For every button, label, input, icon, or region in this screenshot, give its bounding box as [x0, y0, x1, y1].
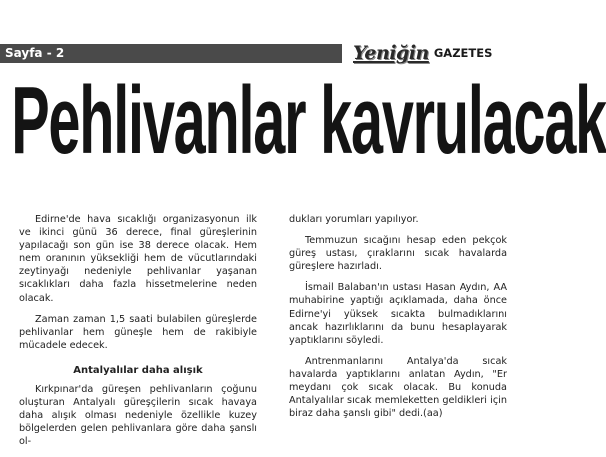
paragraph: Kırkpınar'da güreşen pehlivanların çoğunu oluşturan Antalyalı güreşçilerin sıcak havaya daha alışık olması nedeniyle özellikle kuzey bölgelerden gelen pehlivanlara göre daha şanslı ol- [19, 384, 257, 448]
headline [0, 66, 606, 186]
page-label: Sayfa - 2 [5, 46, 65, 60]
paragraph: İsmail Balaban'ın ustası Hasan Aydın, AA muhabirine yaptığı açıklamada, daha önce Edirne'yi yüksek sıcakta bulmadıklarını ancak hazırlıklarını da bunu hesaplayarak yaptıklarını söyledi. [289, 282, 507, 346]
brand-logo: Yeniğin [353, 42, 429, 64]
paragraph: Temmuzun sıcağını hesap eden pekçok güreş ustası, çıraklarını sıcak havalarda güreşlere hazırladı. [289, 235, 507, 273]
article-column-right [289, 213, 507, 428]
page-number-badge [0, 44, 342, 63]
paragraph: Zaman zaman 1,5 saati bulabilen güreşlerde pehlivanlar hem güneşle hem de rakibiyle mücadele edecek. [19, 313, 257, 351]
brand-name: GAZETES [433, 46, 493, 60]
subheading: Antalyalılar daha alışık [73, 364, 203, 376]
article-column-left [19, 213, 257, 457]
newspaper-brand [353, 40, 516, 66]
paragraph: dukları yorumları yapılıyor. [289, 214, 419, 225]
paragraph: Antrenmanlarını Antalya'da sıcak havalarda yaptıklarını anlatan Aydın, "Er meydanı çok sıcak olacak. Bu konuda Antalyalılar sıcak memleketten geldikleri için biraz daha şanslı gibi" dedi.(aa) [289, 355, 507, 420]
paragraph: Edirne'de hava sıcaklığı organizasyonun ilk ve ikinci günü 36 derece, final güreşlerinin yapılacağı son gün ise 38 derece olacak. Hem nem oranının yüksekliği hem de vücutlarındaki zeytinyağı nedeniyle pehlivanlar yaşanan sıcaklıkları daha fazla hissetmelerine neden olacak. [19, 214, 257, 304]
headline-text: Pehlivanlar kavrulacak [11, 67, 606, 174]
